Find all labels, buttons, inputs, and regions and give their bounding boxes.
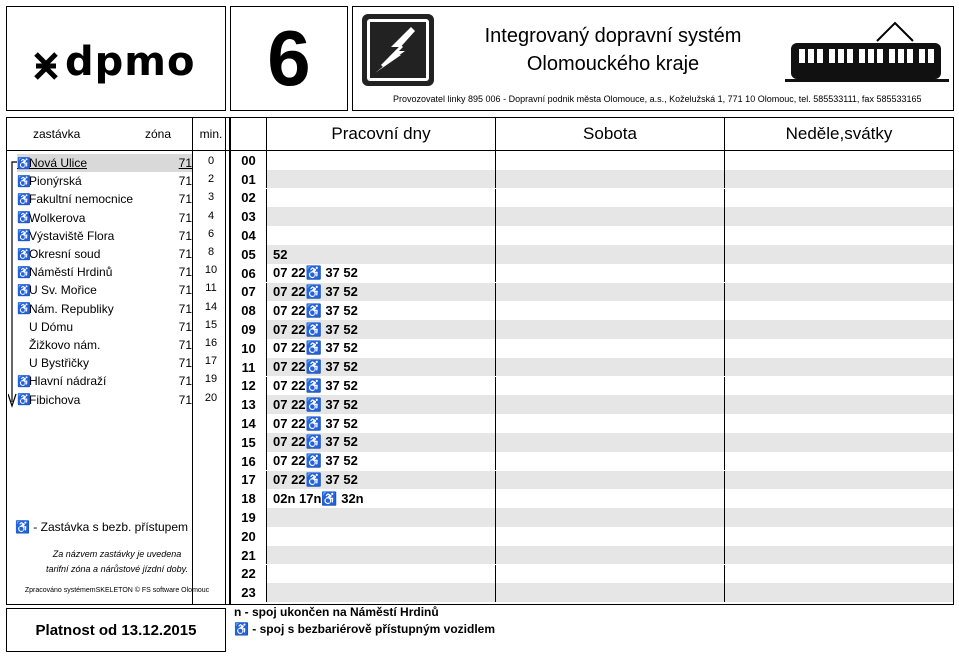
col-sunday: Neděle,svátky [785, 124, 893, 143]
sunday-cell [725, 414, 953, 433]
stop-row [17, 281, 192, 299]
hour-row [231, 452, 953, 471]
sunday-cell [725, 471, 953, 490]
hour-row [231, 414, 953, 433]
col-weekday: Pracovní dny [267, 118, 496, 150]
min-header-divider [193, 150, 229, 151]
wheelchair-icon: ♿ [17, 248, 31, 261]
stop-minutes: 3 [207, 191, 215, 204]
minutes-column [192, 117, 230, 605]
hour-cell: 01 [231, 170, 267, 189]
stop-minutes: 19 [204, 373, 218, 386]
weekday-cell: 07 22♿ 37 52 [267, 395, 496, 414]
sunday-cell [725, 320, 953, 339]
hour-cell: 03 [231, 207, 267, 226]
weekday-cell: 07 22♿ 37 52 [267, 377, 496, 396]
stop-row [17, 300, 192, 318]
timetable [230, 117, 954, 605]
note-wc: ♿ - spoj s bezbariérově přístupným vozidlem [234, 622, 495, 636]
line-number: 6 [267, 14, 311, 102]
hour-row [231, 301, 953, 320]
weekday-cell [267, 583, 496, 602]
weekday-cell [267, 508, 496, 527]
saturday-cell [496, 339, 725, 358]
stop-minutes: 20 [204, 391, 218, 404]
sunday-cell [725, 565, 953, 584]
saturday-cell [496, 546, 725, 565]
wc-legend [15, 520, 188, 534]
stop-header: zastávka [33, 127, 81, 141]
hour-row [231, 471, 953, 490]
hour-row [231, 489, 953, 508]
stop-row [17, 190, 192, 208]
stop-name: Výstaviště Flora [29, 228, 115, 243]
stop-zone: 71 [178, 210, 192, 225]
hour-row [231, 433, 953, 452]
stop-name: Okresní soud [29, 247, 101, 261]
wheelchair-icon: ♿ [17, 266, 31, 279]
stop-minutes: 14 [204, 300, 218, 313]
sunday-cell [725, 226, 953, 245]
sunday-cell [725, 395, 953, 414]
title-line1: Integrovaný dopravní systém [484, 25, 742, 47]
weekday-cell: 07 22♿ 37 52 [267, 433, 496, 452]
hour-row [231, 320, 953, 339]
zone-note2: tarifní zóna a nárůstové jízdní doby. [46, 564, 188, 574]
hour-row [231, 226, 953, 245]
stop-row [17, 391, 192, 409]
hour-cell: 18 [231, 489, 267, 508]
weekday-cell: 07 22♿ 37 52 [267, 283, 496, 302]
wheelchair-icon: ♿ [17, 175, 31, 188]
hour-cell: 19 [231, 508, 267, 527]
logo-box [6, 6, 226, 111]
stop-name: Pionýrská [29, 174, 82, 189]
saturday-cell [496, 226, 725, 245]
validity: Platnost od 13.12.2015 [6, 608, 226, 652]
sunday-cell [725, 207, 953, 226]
stop-row [17, 263, 192, 281]
stop-minutes: 16 [204, 337, 218, 349]
hour-cell: 15 [231, 433, 267, 452]
hour-cell: 16 [231, 452, 267, 471]
hour-row [231, 565, 953, 584]
saturday-cell [496, 301, 725, 320]
sunday-cell [725, 489, 953, 508]
hour-cell: 11 [231, 358, 267, 377]
stop-zone: 71 [178, 265, 192, 280]
hour-row [231, 151, 953, 170]
sunday-cell [725, 433, 953, 452]
hour-cell: 17 [231, 471, 267, 490]
sunday-cell [725, 301, 953, 320]
sunday-cell [725, 245, 953, 264]
stop-zone: 71 [178, 301, 192, 316]
stop-name: Fibichova [29, 392, 81, 407]
weekday-cell: 02n 17n♿ 32n [267, 489, 496, 508]
stop-name: Náměstí Hrdinů [29, 265, 113, 280]
saturday-cell [496, 565, 725, 584]
weekday-cell [267, 226, 496, 245]
stop-zone: 71 [178, 392, 192, 407]
saturday-cell [496, 189, 725, 208]
sunday-cell [725, 377, 953, 396]
stop-row [17, 154, 192, 172]
hour-cell: 05 [231, 245, 267, 264]
sunday-cell [725, 583, 953, 602]
stop-zone: 71 [178, 374, 192, 389]
saturday-cell [496, 433, 725, 452]
saturday-cell [496, 395, 725, 414]
wheelchair-icon: ♿ [17, 157, 31, 170]
wheelchair-icon: ♿ [17, 193, 31, 206]
sunday-cell [725, 170, 953, 189]
hour-cell: 22 [231, 565, 267, 584]
weekday-cell [267, 527, 496, 546]
stop-zone: 71 [178, 356, 192, 371]
stop-zone: 71 [178, 319, 192, 334]
logo-text: dpmo [65, 39, 196, 85]
stop-minutes: 4 [207, 209, 215, 222]
saturday-cell [496, 583, 725, 602]
sunday-cell [725, 339, 953, 358]
weekday-cell: 07 22♿ 37 52 [267, 301, 496, 320]
title-line2: Olomouckého kraje [526, 53, 700, 75]
stop-row [17, 318, 192, 336]
saturday-cell [496, 283, 725, 302]
wheelchair-icon: ♿ [17, 284, 31, 297]
note-n: n - spoj ukončen na Náměstí Hrdinů [234, 605, 439, 619]
wheelchair-icon: ♿ [17, 212, 31, 225]
hour-cell: 09 [231, 320, 267, 339]
weekday-cell [267, 565, 496, 584]
sunday-cell [725, 452, 953, 471]
weekday-cell [267, 170, 496, 189]
stop-row [17, 372, 192, 390]
saturday-cell [496, 527, 725, 546]
hour-row [231, 264, 953, 283]
sunday-cell [725, 527, 953, 546]
stop-minutes: 6 [207, 227, 215, 240]
notes [234, 605, 834, 636]
saturday-cell [496, 377, 725, 396]
saturday-cell [496, 358, 725, 377]
weekday-cell: 07 22♿ 37 52 [267, 264, 496, 283]
weekday-cell: 07 22♿ 37 52 [267, 452, 496, 471]
sunday-cell [725, 283, 953, 302]
hour-header [231, 118, 267, 150]
hour-row [231, 377, 953, 396]
dpmo-logo-icon [33, 51, 59, 81]
hour-cell: 13 [231, 395, 267, 414]
weekday-cell [267, 207, 496, 226]
weekday-cell: 07 22♿ 37 52 [267, 414, 496, 433]
saturday-cell [496, 471, 725, 490]
zone-note1: Za názvem zastávky je uvedena [52, 549, 182, 559]
hour-cell: 08 [231, 301, 267, 320]
provider-info: Provozovatel linky 895 006 - Dopravní podnik města Olomouce, a.s., Koželužská 1, 771 10 Olomouc, tel. 585533111, fax 585533165 [393, 94, 922, 104]
stop-zone: 71 [178, 283, 192, 298]
sunday-cell [725, 264, 953, 283]
hour-cell: 10 [231, 339, 267, 358]
saturday-cell [496, 414, 725, 433]
stop-row [17, 209, 192, 227]
hour-row [231, 395, 953, 414]
stop-minutes: 2 [207, 173, 215, 186]
zone-header: zóna [145, 127, 172, 141]
stop-minutes: 11 [205, 282, 217, 295]
sunday-cell [725, 546, 953, 565]
stop-row [17, 227, 192, 245]
weekday-cell: 52 [267, 245, 496, 264]
col-saturday: Sobota [496, 118, 725, 150]
saturday-cell [496, 151, 725, 170]
saturday-cell [496, 452, 725, 471]
hour-row [231, 358, 953, 377]
weekday-cell: 07 22♿ 37 52 [267, 471, 496, 490]
wheelchair-icon: ♿ [17, 230, 31, 243]
wheelchair-icon: ♿ [15, 520, 30, 534]
hour-row [231, 339, 953, 358]
min-header: min. [199, 127, 223, 141]
stop-name: Fakultní nemocnice [29, 192, 134, 207]
stop-name: U Sv. Mořice [29, 283, 97, 298]
hour-row [231, 170, 953, 189]
saturday-cell [496, 320, 725, 339]
hour-cell: 14 [231, 414, 267, 433]
hour-row [231, 546, 953, 565]
weekday-cell [267, 151, 496, 170]
wheelchair-icon: ♿ [17, 394, 31, 407]
stop-minutes: 15 [204, 318, 218, 331]
software-note: Zpracováno systémemSKELETON © FS software Olomouc [24, 587, 210, 594]
stop-zone: 71 [178, 247, 192, 261]
stop-name: Žižkovo nám. [29, 338, 101, 352]
stop-row [17, 354, 192, 372]
wheelchair-icon: ♿ [17, 375, 31, 388]
stop-minutes: 8 [207, 246, 215, 258]
sunday-cell [725, 358, 953, 377]
hour-cell: 00 [231, 151, 267, 170]
stops-header-divider [7, 150, 193, 151]
stop-zone: 71 [178, 156, 192, 170]
stop-zone: 71 [178, 338, 192, 352]
weekday-cell [267, 189, 496, 208]
saturday-cell [496, 508, 725, 527]
hour-row [231, 207, 953, 226]
header [352, 6, 954, 111]
hour-row [231, 583, 953, 602]
hour-cell: 23 [231, 583, 267, 602]
hour-cell: 21 [231, 546, 267, 565]
weekday-cell: 07 22♿ 37 52 [267, 358, 496, 377]
hour-row [231, 508, 953, 527]
stop-row [17, 336, 192, 354]
stop-zone: 71 [178, 192, 192, 207]
tram-icon [785, 19, 949, 87]
weekday-cell [267, 546, 496, 565]
stop-row [17, 245, 192, 263]
stop-name: Nám. Republiky [29, 301, 114, 316]
sunday-cell [725, 508, 953, 527]
stop-zone: 71 [178, 174, 192, 189]
hour-cell: 04 [231, 226, 267, 245]
stop-minutes: 0 [207, 155, 215, 167]
hour-cell: 06 [231, 264, 267, 283]
weekday-cell: 07 22♿ 37 52 [267, 339, 496, 358]
hour-row [231, 189, 953, 208]
wc-legend-text: - Zastávka s bezb. přístupem [33, 520, 189, 534]
stop-row [17, 172, 192, 190]
stop-zone: 71 [178, 228, 192, 243]
hour-cell: 20 [231, 527, 267, 546]
saturday-cell [496, 245, 725, 264]
saturday-cell [496, 207, 725, 226]
stop-name: Wolkerova [29, 210, 86, 225]
stop-name: Nová Ulice [29, 156, 88, 170]
wheelchair-icon: ♿ [17, 303, 31, 316]
sunday-cell [725, 189, 953, 208]
hour-row [231, 245, 953, 264]
saturday-cell [496, 170, 725, 189]
line-number-box [230, 6, 348, 111]
stop-minutes: 10 [204, 264, 218, 277]
stop-name: Hlavní nádraží [29, 374, 107, 389]
hour-cell: 12 [231, 377, 267, 396]
sunday-cell [725, 151, 953, 170]
hour-row [231, 527, 953, 546]
stop-name: U Dómu [29, 319, 74, 334]
hour-cell: 07 [231, 283, 267, 302]
stop-minutes: 17 [204, 355, 218, 368]
saturday-cell [496, 489, 725, 508]
hour-row [231, 283, 953, 302]
stop-name: U Bystřičky [29, 356, 89, 371]
hour-cell: 02 [231, 189, 267, 208]
saturday-cell [496, 264, 725, 283]
weekday-cell: 07 22♿ 37 52 [267, 320, 496, 339]
